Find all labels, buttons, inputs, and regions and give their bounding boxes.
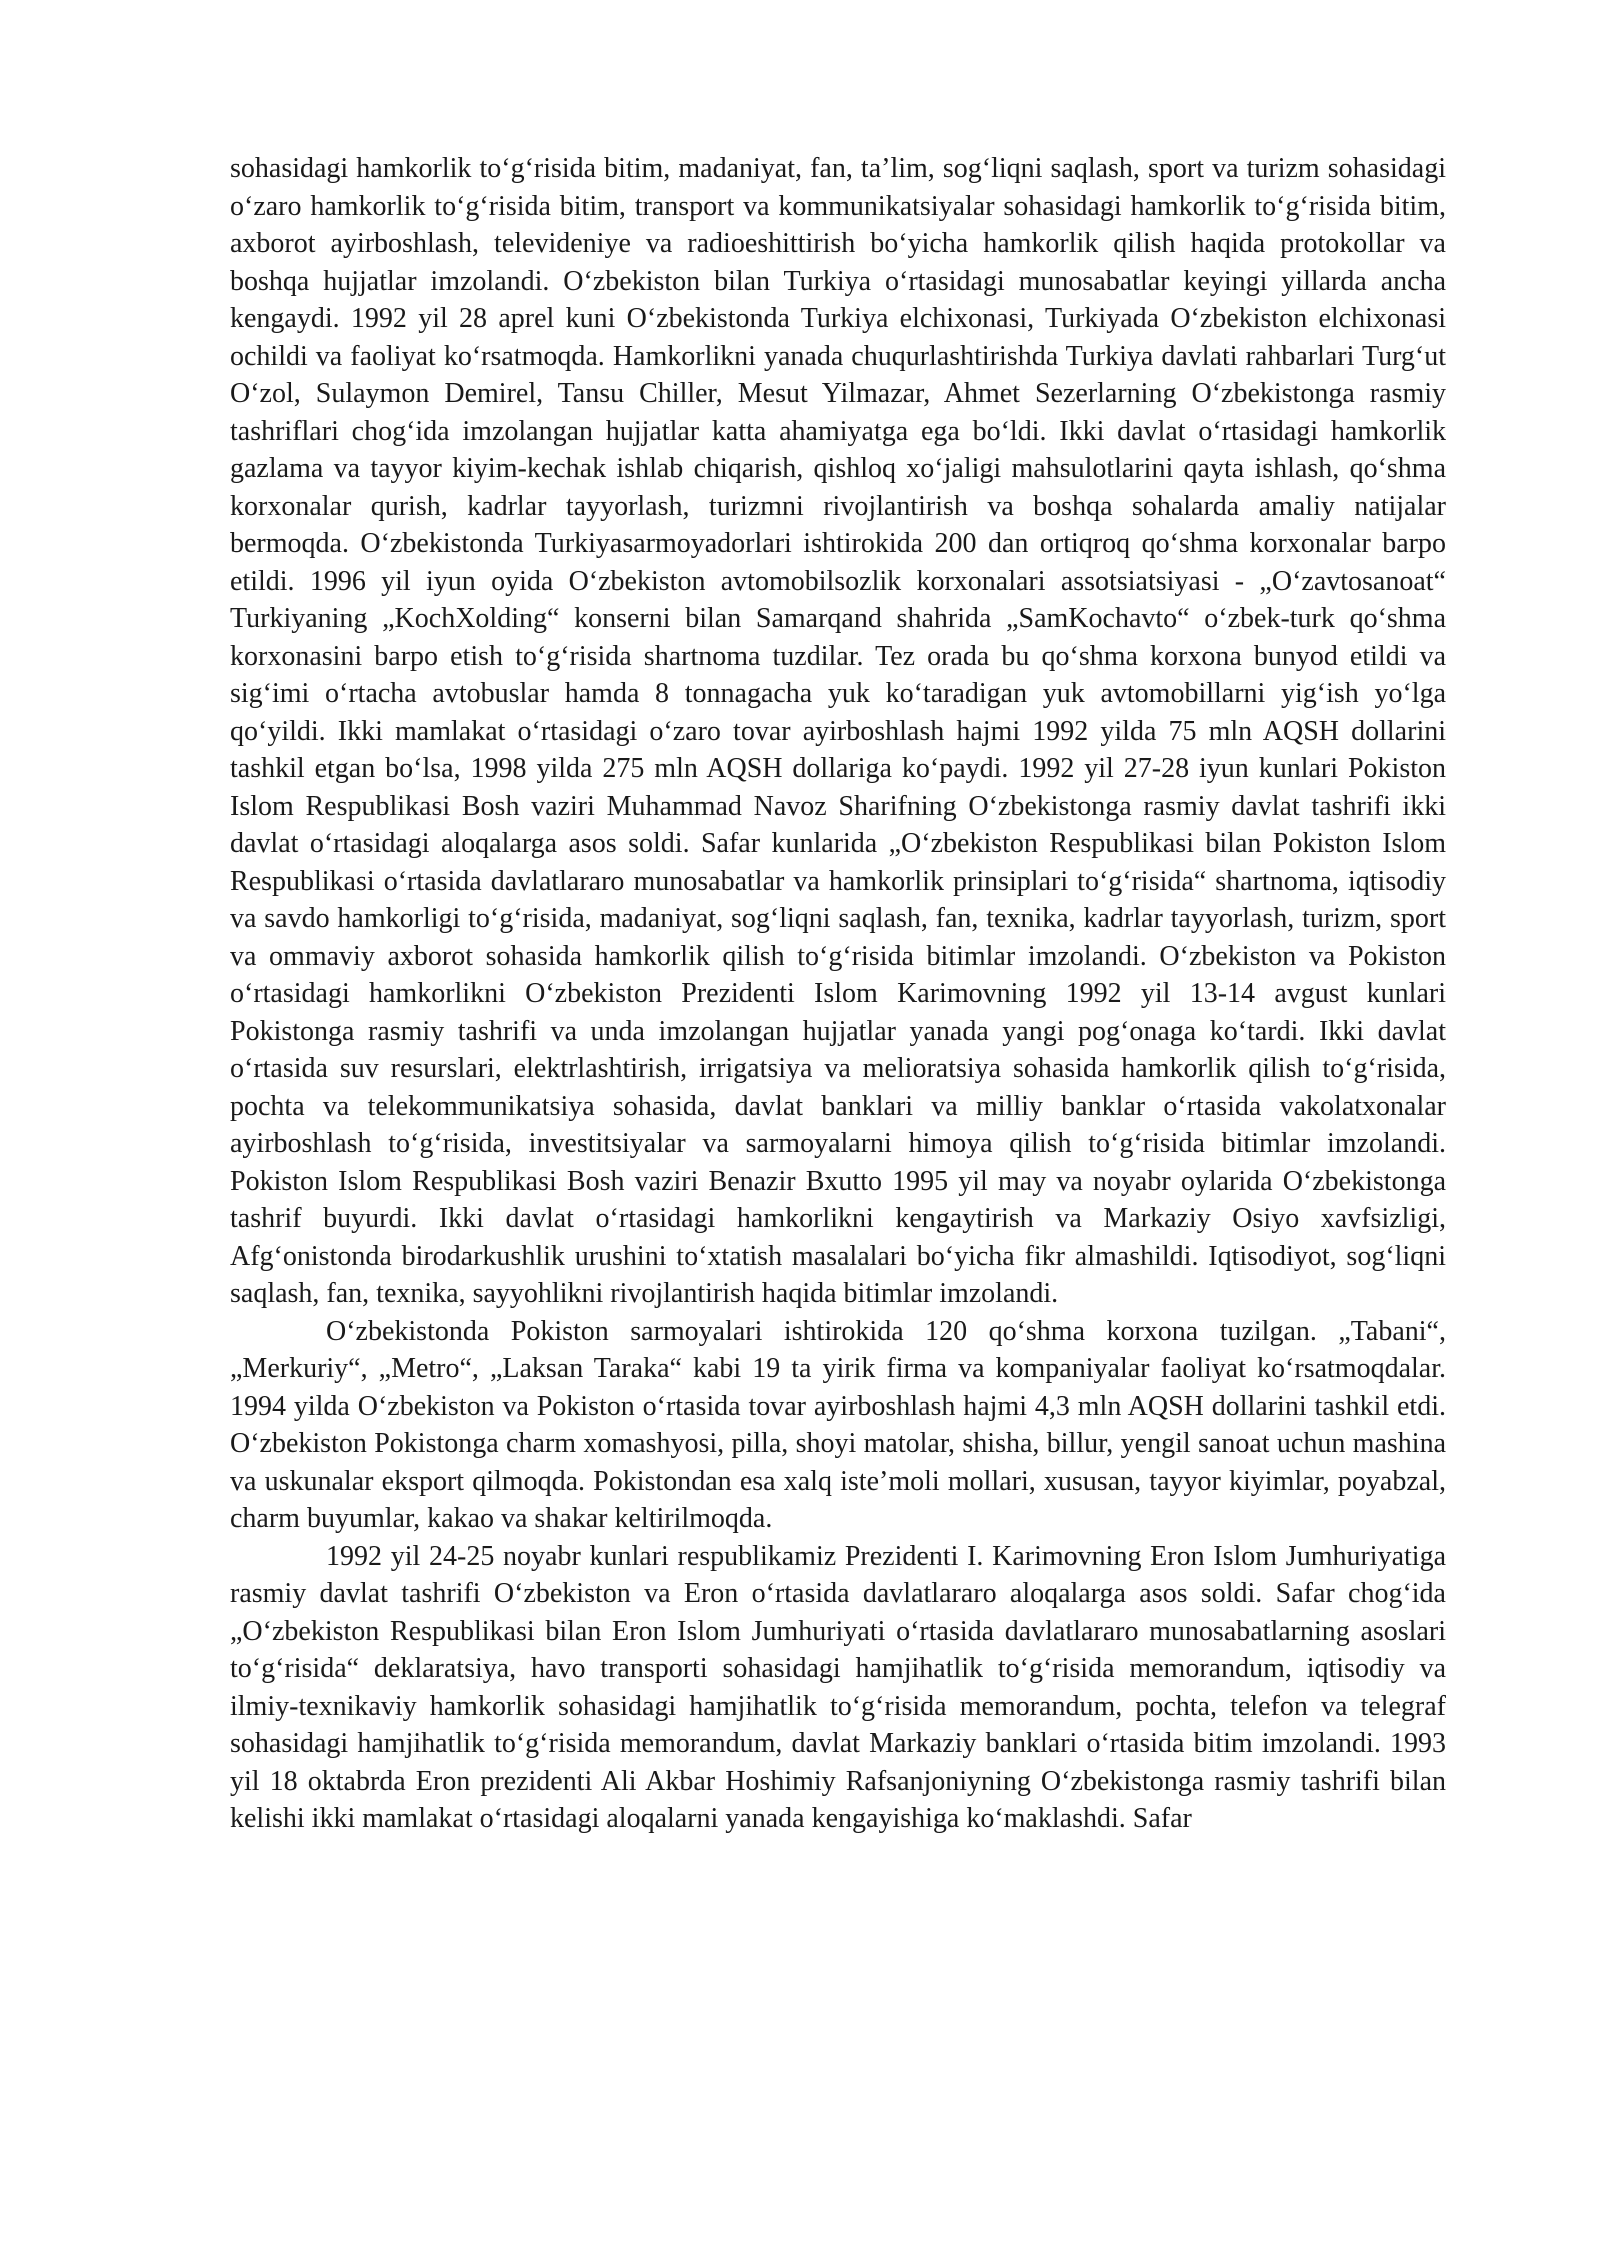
paragraph-iran-relations: 1992 yil 24-25 noyabr kunlari respublikamiz Prezidenti I. Karimovning Eron Islom Jumhuriyatiga rasmiy davlat tashrifi O‘zbekiston va Eron o‘rtasida davlatlararo aloqalarga asos soldi. Safar chog‘ida „O‘zbekiston Respublikasi bilan Eron Islom Jumhuriyati o‘rtasida davlatlararo munosabatlarning asoslari to‘g‘risida“ deklaratsiya, havo transporti sohasidagi hamjihatlik to‘g‘risida memorandum, iqtisodiy va ilmiy-texnikaviy hamkorlik sohasidagi hamjihatlik to‘g‘risida memorandum, pochta, telefon va telegraf sohasidagi hamjihatlik to‘g‘risida memorandum, davlat Markaziy banklari o‘rtasida bitim imzolandi. 1993 yil 18 oktabrda Eron prezidenti Ali Akbar Hoshimiy Rafsanjoniyning O‘zbekistonga rasmiy tashrifi bilan kelishi ikki mamlakat o‘rtasidagi aloqalarni yanada kengayishiga ko‘maklashdi. Safar: [230, 1540, 1446, 1834]
document-page: [230, 150, 1446, 1838]
paragraph-turkey-pakistan: sohasidagi hamkorlik to‘g‘risida bitim, madaniyat, fan, ta’lim, sog‘liqni saqlash, sport va turizm sohasidagi o‘zaro hamkorlik to‘g‘risida bitim, transport va kommunikatsiyalar sohasidagi hamkorlik to‘g‘risida bitim, axborot ayirboshlash, televideniye va radioeshittirish bo‘yicha hamkorlik qilish haqida protokollar va boshqa hujjatlar imzolandi. O‘zbekiston bilan Turkiya o‘rtasidagi munosabatlar keyingi yillarda ancha kengaydi. 1992 yil 28 aprel kuni O‘zbekistonda Turkiya elchixonasi, Turkiyada O‘zbekiston elchixonasi ochildi va faoliyat ko‘rsatmoqda. Hamkorlikni yanada chuqurlashtirishda Turkiya davlati rahbarlari Turg‘ut O‘zol, Sulaymon Demirel, Tansu Chiller, Mesut Yilmazar, Ahmet Sezerlarning O‘zbekistonga rasmiy tashriflari chog‘ida imzolangan hujjatlar katta ahamiyatga ega bo‘ldi. Ikki davlat o‘rtasidagi hamkorlik gazlama va tayyor kiyim-kechak ishlab chiqarish, qishloq xo‘jaligi mahsulotlarini qayta ishlash, qo‘shma korxonalar qurish, kadrlar tayyorlash, turizmni rivojlantirish va boshqa sohalarda amaliy natijalar bermoqda. O‘zbekistonda Turkiyasarmoyadorlari ishtirokida 200 dan ortiqroq qo‘shma korxonalar barpo etildi. 1996 yil iyun oyida O‘zbekiston avtomobilsozlik korxonalari assotsiatsiyasi - „O‘zavtosanoat“ Turkiyaning „KochXolding“ konserni bilan Samarqand shahrida „SamKochavto“ o‘zbek-turk qo‘shma korxonasini barpo etish to‘g‘risida shartnoma tuzdilar. Tez orada bu qo‘shma korxona bunyod etildi va sig‘imi o‘rtacha avtobuslar hamda 8 tonnagacha yuk ko‘taradigan yuk avtomobillarni yig‘ish yo‘lga qo‘yildi. Ikki mamlakat o‘rtasidagi o‘zaro tovar ayirboshlash hajmi 1992 yilda 75 mln AQSH dollarini tashkil etgan bo‘lsa, 1998 yilda 275 mln AQSH dollariga ko‘paydi. 1992 yil 27-28 iyun kunlari Pokiston Islom Respublikasi Bosh vaziri Muhammad Navoz Sharifning O‘zbekistonga rasmiy davlat tashrifi ikki davlat o‘rtasidagi aloqalarga asos soldi. Safar kunlarida „O‘zbekiston Respublikasi bilan Pokiston Islom Respublikasi o‘rtasida davlatlararo munosabatlar va hamkorlik prinsiplari to‘g‘risida“ shartnoma, iqtisodiy va savdo hamkorligi to‘g‘risida, madaniyat, sog‘liqni saqlash, fan, texnika, kadrlar tayyorlash, turizm, sport va ommaviy axborot sohasida hamkorlik qilish to‘g‘risida bitimlar imzolandi. O‘zbekiston va Pokiston o‘rtasidagi hamkorlikni O‘zbekiston Prezidenti Islom Karimovning 1992 yil 13-14 avgust kunlari Pokistonga rasmiy tashrifi va unda imzolangan hujjatlar yanada yangi pog‘onaga ko‘tardi. Ikki davlat o‘rtasida suv resurslari, elektrlashtirish, irrigatsiya va melioratsiya sohasida hamkorlik qilish to‘g‘risida, pochta va telekommunikatsiya sohasida, davlat banklari va milliy banklar o‘rtasida vakolatxonalar ayirboshlash to‘g‘risida, investitsiyalar va sarmoyalarni himoya qilish to‘g‘risida bitimlar imzolandi. Pokiston Islom Respublikasi Bosh vaziri Benazir Bxutto 1995 yil may va noyabr oylarida O‘zbekistonga tashrif buyurdi. Ikki davlat o‘rtasidagi hamkorlikni kengaytirish va Markaziy Osiyo xavfsizligi, Afg‘onistonda birodarkushlik urushini to‘xtatish masalalari bo‘yicha fikr almashildi. Iqtisodiyot, sog‘liqni saqlash, fan, texnika, sayyohlikni rivojlantirish haqida bitimlar imzolandi.: [230, 153, 1446, 1309]
paragraph-pakistan-investment: O‘zbekistonda Pokiston sarmoyalari ishtirokida 120 qo‘shma korxona tuzilgan. „Tabani“, „Merkuriy“, „Metro“, „Laksan Taraka“ kabi 19 ta yirik firma va kompaniyalar faoliyat ko‘rsatmoqdalar. 1994 yilda O‘zbekiston va Pokiston o‘rtasida tovar ayirboshlash hajmi 4,3 mln AQSH dollarini tashkil etdi. O‘zbekiston Pokistonga charm xomashyosi, pilla, shoyi matolar, shisha, billur, yengil sanoat uchun mashina va uskunalar eksport qilmoqda. Pokistondan esa xalq iste’moli mollari, xususan, tayyor kiyimlar, poyabzal, charm buyumlar, kakao va shakar keltirilmoqda.: [230, 1315, 1446, 1534]
